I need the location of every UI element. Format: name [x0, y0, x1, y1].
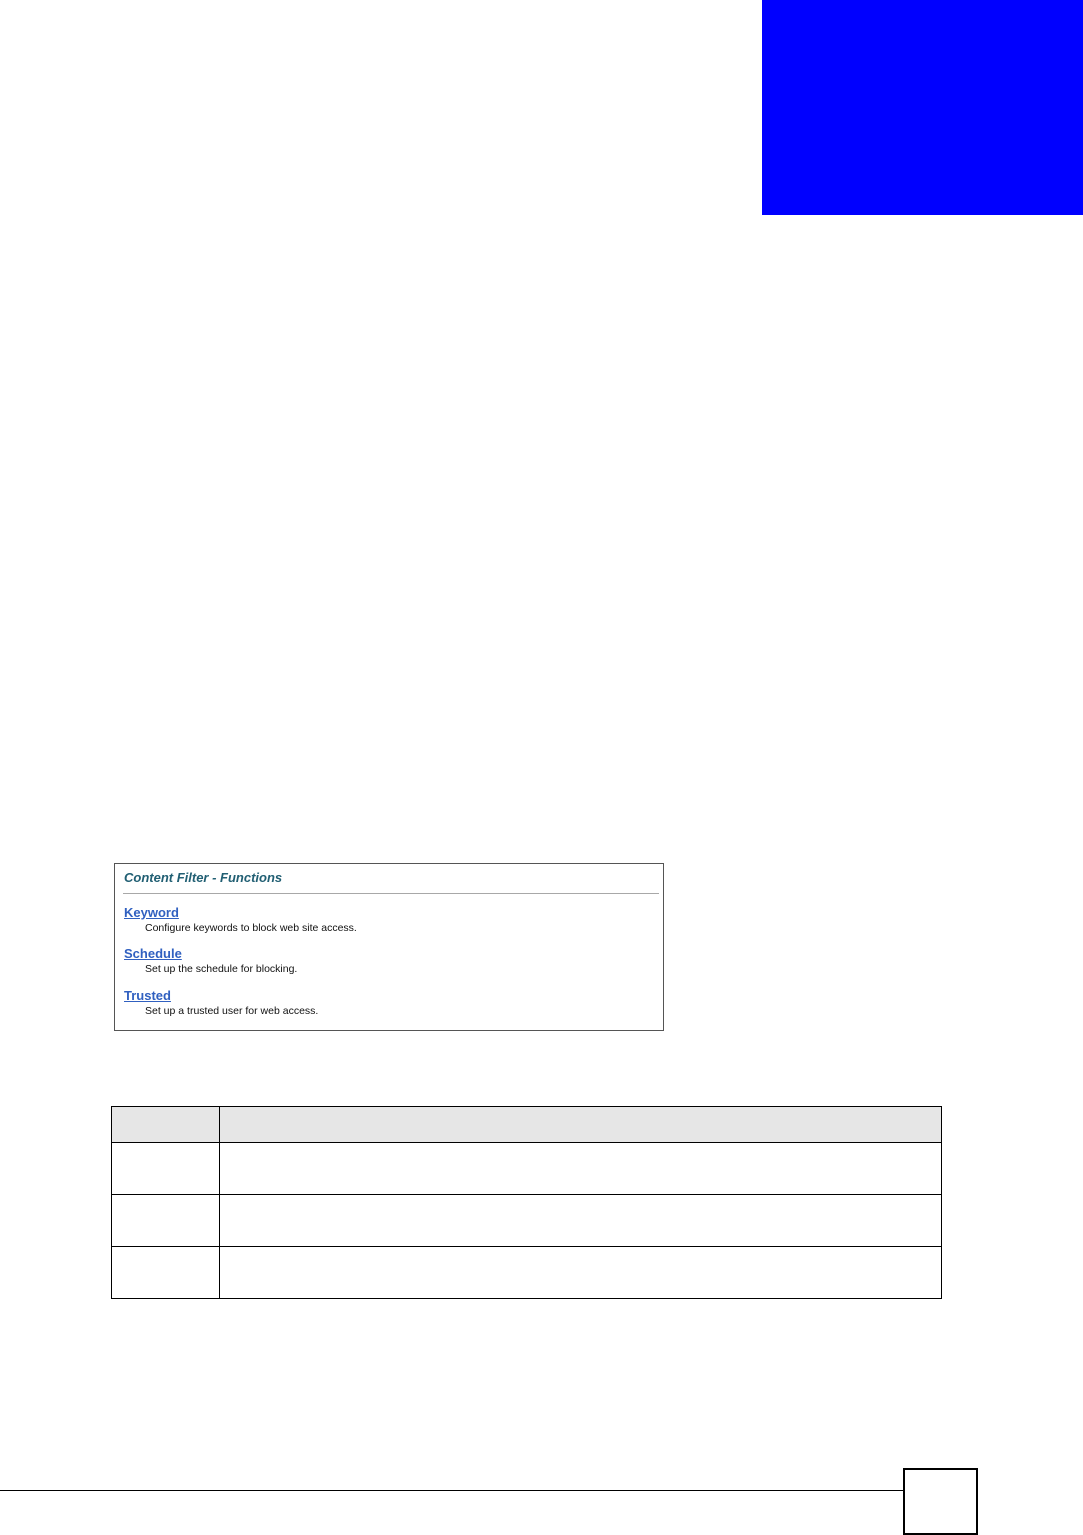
content-filter-functions-panel	[114, 863, 664, 1031]
table-header-cell-description	[220, 1107, 942, 1143]
table-header-row	[112, 1107, 942, 1143]
schedule-description: Set up the schedule for blocking.	[145, 963, 298, 975]
table-cell-label	[112, 1143, 220, 1195]
table-cell-description	[220, 1247, 942, 1299]
panel-title: Content Filter - Functions	[124, 870, 283, 885]
divider	[123, 893, 659, 894]
table-header-cell-label	[112, 1107, 220, 1143]
trusted-link[interactable]: Trusted	[124, 988, 171, 1003]
function-item-schedule	[124, 946, 297, 976]
trusted-description: Set up a trusted user for web access.	[145, 1005, 319, 1017]
keyword-description: Configure keywords to block web site access.	[145, 922, 357, 934]
table-cell-description	[220, 1195, 942, 1247]
description-table	[111, 1106, 942, 1299]
function-item-keyword	[124, 905, 357, 935]
keyword-link[interactable]: Keyword	[124, 905, 179, 920]
table-cell-label	[112, 1195, 220, 1247]
function-item-trusted	[124, 988, 318, 1018]
table-cell-label	[112, 1247, 220, 1299]
table-row	[112, 1195, 942, 1247]
page-number-box	[903, 1468, 978, 1535]
table-row	[112, 1247, 942, 1299]
table-cell-description	[220, 1143, 942, 1195]
chapter-number-block	[762, 0, 1083, 215]
footer-divider	[0, 1490, 903, 1491]
table-row	[112, 1143, 942, 1195]
schedule-link[interactable]: Schedule	[124, 946, 182, 961]
